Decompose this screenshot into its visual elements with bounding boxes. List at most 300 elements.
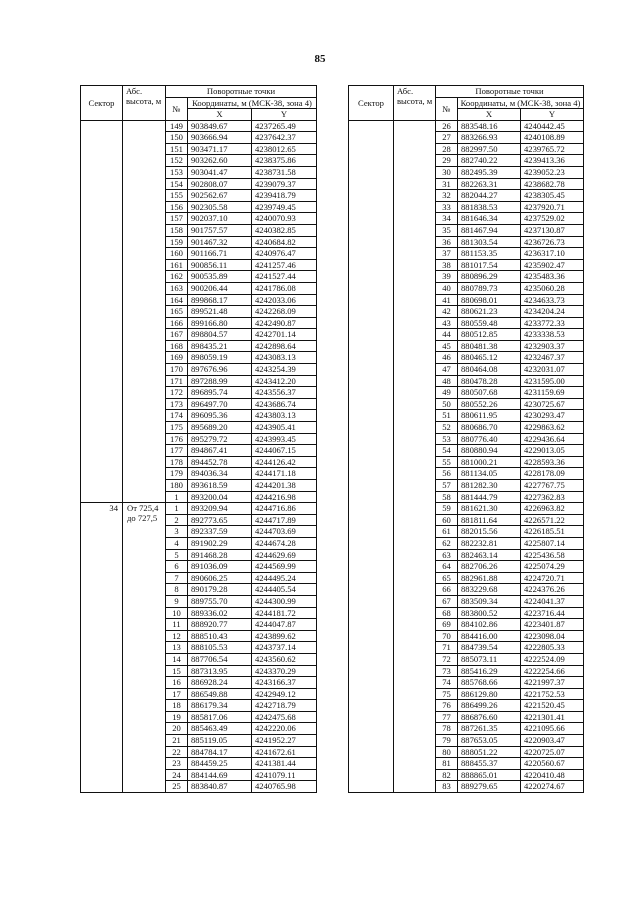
y-coordinate-cell: 4224376.26 xyxy=(521,584,584,596)
point-number-cell: 176 xyxy=(166,433,188,445)
point-number-cell: 28 xyxy=(436,143,458,155)
sector-cell xyxy=(349,120,394,792)
point-number-cell: 36 xyxy=(436,236,458,248)
point-number-cell: 23 xyxy=(166,758,188,770)
point-number-cell: 152 xyxy=(166,155,188,167)
x-coordinate-cell: 881017.54 xyxy=(458,259,521,271)
y-coordinate-cell: 4220274.67 xyxy=(521,781,584,793)
y-coordinate-cell: 4243993.45 xyxy=(252,433,317,445)
x-coordinate-cell: 902305.58 xyxy=(188,201,252,213)
x-coordinate-cell: 897288.99 xyxy=(188,375,252,387)
x-coordinate-cell: 903471.17 xyxy=(188,143,252,155)
y-coordinate-cell: 4240976.47 xyxy=(252,248,317,260)
x-coordinate-cell: 880621.23 xyxy=(458,306,521,318)
x-coordinate-cell: 891036.09 xyxy=(188,561,252,573)
y-coordinate-cell: 4244126.42 xyxy=(252,456,317,468)
point-number-cell: 40 xyxy=(436,282,458,294)
y-coordinate-cell: 4243905.41 xyxy=(252,422,317,434)
point-number-cell: 43 xyxy=(436,317,458,329)
point-number-cell: 164 xyxy=(166,294,188,306)
y-coordinate-cell: 4244629.69 xyxy=(252,549,317,561)
y-coordinate-cell: 4234204.24 xyxy=(521,306,584,318)
point-number-cell: 165 xyxy=(166,306,188,318)
y-coordinate-cell: 4244216.98 xyxy=(252,491,317,503)
y-coordinate-cell: 4231159.69 xyxy=(521,387,584,399)
x-coordinate-cell: 880464.08 xyxy=(458,364,521,376)
x-coordinate-cell: 902037.10 xyxy=(188,213,252,225)
y-coordinate-cell: 4222524.09 xyxy=(521,653,584,665)
point-number-cell: 32 xyxy=(436,190,458,202)
y-coordinate-cell: 4242718.79 xyxy=(252,700,317,712)
y-coordinate-cell: 4243686.74 xyxy=(252,398,317,410)
y-coordinate-cell: 4242490.87 xyxy=(252,317,317,329)
y-coordinate-cell: 4244703.69 xyxy=(252,526,317,538)
header-coordinates: Координаты, м (МСК-38, зона 4) xyxy=(188,98,317,109)
x-coordinate-cell: 881282.30 xyxy=(458,480,521,492)
y-coordinate-cell: 4239413.36 xyxy=(521,155,584,167)
x-coordinate-cell: 891902.29 xyxy=(188,537,252,549)
point-number-cell: 5 xyxy=(166,549,188,561)
point-number-cell: 82 xyxy=(436,769,458,781)
y-coordinate-cell: 4244405.54 xyxy=(252,584,317,596)
point-number-cell: 73 xyxy=(436,665,458,677)
x-coordinate-cell: 893209.94 xyxy=(188,503,252,515)
x-coordinate-cell: 900535.89 xyxy=(188,271,252,283)
point-number-cell: 38 xyxy=(436,259,458,271)
y-coordinate-cell: 4241952.27 xyxy=(252,735,317,747)
point-number-cell: 57 xyxy=(436,480,458,492)
x-coordinate-cell: 887706.54 xyxy=(188,653,252,665)
point-number-cell: 168 xyxy=(166,340,188,352)
x-coordinate-cell: 885073.11 xyxy=(458,653,521,665)
x-coordinate-cell: 880512.85 xyxy=(458,329,521,341)
point-number-cell: 160 xyxy=(166,248,188,260)
y-coordinate-cell: 4242220.06 xyxy=(252,723,317,735)
x-coordinate-cell: 881646.34 xyxy=(458,213,521,225)
y-coordinate-cell: 4235060.28 xyxy=(521,282,584,294)
x-coordinate-cell: 901757.57 xyxy=(188,224,252,236)
x-coordinate-cell: 883229.68 xyxy=(458,584,521,596)
y-coordinate-cell: 4238375.86 xyxy=(252,155,317,167)
header-number: № xyxy=(436,98,458,121)
x-coordinate-cell: 901166.71 xyxy=(188,248,252,260)
point-number-cell: 33 xyxy=(436,201,458,213)
point-number-cell: 166 xyxy=(166,317,188,329)
y-coordinate-cell: 4224041.37 xyxy=(521,595,584,607)
point-number-cell: 59 xyxy=(436,503,458,515)
x-coordinate-cell: 884144.69 xyxy=(188,769,252,781)
x-coordinate-cell: 882015.56 xyxy=(458,526,521,538)
x-coordinate-cell: 880481.38 xyxy=(458,340,521,352)
point-number-cell: 153 xyxy=(166,166,188,178)
x-coordinate-cell: 886179.34 xyxy=(188,700,252,712)
y-coordinate-cell: 4221301.41 xyxy=(521,711,584,723)
y-coordinate-cell: 4243370.29 xyxy=(252,665,317,677)
x-coordinate-cell: 880880.94 xyxy=(458,445,521,457)
x-coordinate-cell: 880507.68 xyxy=(458,387,521,399)
x-coordinate-cell: 892773.65 xyxy=(188,514,252,526)
y-coordinate-cell: 4236317.10 xyxy=(521,248,584,260)
y-coordinate-cell: 4239765.72 xyxy=(521,143,584,155)
x-coordinate-cell: 889279.65 xyxy=(458,781,521,793)
point-number-cell: 31 xyxy=(436,178,458,190)
point-number-cell: 1 xyxy=(166,491,188,503)
table-body-right xyxy=(349,120,584,792)
point-number-cell: 19 xyxy=(166,711,188,723)
y-coordinate-cell: 4225436.58 xyxy=(521,549,584,561)
x-coordinate-cell: 899166.80 xyxy=(188,317,252,329)
y-coordinate-cell: 4239749.45 xyxy=(252,201,317,213)
header-turning-points: Поворотные точки xyxy=(436,86,584,98)
point-number-cell: 83 xyxy=(436,781,458,793)
x-coordinate-cell: 887261.35 xyxy=(458,723,521,735)
y-coordinate-cell: 4223716.44 xyxy=(521,607,584,619)
y-coordinate-cell: 4240765.98 xyxy=(252,781,317,793)
y-coordinate-cell: 4237130.87 xyxy=(521,224,584,236)
x-coordinate-cell: 882961.88 xyxy=(458,572,521,584)
point-number-cell: 8 xyxy=(166,584,188,596)
y-coordinate-cell: 4236726.73 xyxy=(521,236,584,248)
point-number-cell: 177 xyxy=(166,445,188,457)
point-number-cell: 7 xyxy=(166,572,188,584)
x-coordinate-cell: 903666.94 xyxy=(188,132,252,144)
point-number-cell: 41 xyxy=(436,294,458,306)
point-number-cell: 3 xyxy=(166,526,188,538)
x-coordinate-cell: 880465.12 xyxy=(458,352,521,364)
point-number-cell: 72 xyxy=(436,653,458,665)
point-number-cell: 16 xyxy=(166,677,188,689)
x-coordinate-cell: 885119.05 xyxy=(188,735,252,747)
point-number-cell: 158 xyxy=(166,224,188,236)
x-coordinate-cell: 899868.17 xyxy=(188,294,252,306)
point-number-cell: 52 xyxy=(436,422,458,434)
y-coordinate-cell: 4232031.07 xyxy=(521,364,584,376)
point-number-cell: 63 xyxy=(436,549,458,561)
point-number-cell: 4 xyxy=(166,537,188,549)
point-number-cell: 24 xyxy=(166,769,188,781)
point-number-cell: 30 xyxy=(436,166,458,178)
x-coordinate-cell: 894867.41 xyxy=(188,445,252,457)
point-number-cell: 58 xyxy=(436,491,458,503)
header-number: № xyxy=(166,98,188,121)
point-number-cell: 179 xyxy=(166,468,188,480)
x-coordinate-cell: 882706.26 xyxy=(458,561,521,573)
point-number-cell: 9 xyxy=(166,595,188,607)
point-number-cell: 171 xyxy=(166,375,188,387)
point-number-cell: 175 xyxy=(166,422,188,434)
y-coordinate-cell: 4242475.68 xyxy=(252,711,317,723)
y-coordinate-cell: 4238012.65 xyxy=(252,143,317,155)
x-coordinate-cell: 880789.73 xyxy=(458,282,521,294)
x-coordinate-cell: 889336.02 xyxy=(188,607,252,619)
header-y: Y xyxy=(252,109,317,121)
y-coordinate-cell: 4232903.37 xyxy=(521,340,584,352)
point-number-cell: 37 xyxy=(436,248,458,260)
point-number-cell: 42 xyxy=(436,306,458,318)
x-coordinate-cell: 897676.96 xyxy=(188,364,252,376)
point-number-cell: 161 xyxy=(166,259,188,271)
abs-height-cell: От 725,4 до 727,5 xyxy=(123,503,166,793)
point-number-cell: 47 xyxy=(436,364,458,376)
y-coordinate-cell: 4244300.99 xyxy=(252,595,317,607)
y-coordinate-cell: 4243254.39 xyxy=(252,364,317,376)
point-number-cell: 13 xyxy=(166,642,188,654)
header-y: Y xyxy=(521,109,584,121)
x-coordinate-cell: 893200.04 xyxy=(188,491,252,503)
point-number-cell: 25 xyxy=(166,781,188,793)
x-coordinate-cell: 882232.81 xyxy=(458,537,521,549)
y-coordinate-cell: 4239418.79 xyxy=(252,190,317,202)
y-coordinate-cell: 4243556.37 xyxy=(252,387,317,399)
y-coordinate-cell: 4242268.09 xyxy=(252,306,317,318)
sector-cell xyxy=(81,120,123,503)
point-number-cell: 170 xyxy=(166,364,188,376)
point-number-cell: 39 xyxy=(436,271,458,283)
x-coordinate-cell: 881621.30 xyxy=(458,503,521,515)
x-coordinate-cell: 896095.36 xyxy=(188,410,252,422)
y-coordinate-cell: 4235483.36 xyxy=(521,271,584,283)
header-x: X xyxy=(188,109,252,121)
y-coordinate-cell: 4238305.45 xyxy=(521,190,584,202)
x-coordinate-cell: 881000.21 xyxy=(458,456,521,468)
y-coordinate-cell: 4239052.23 xyxy=(521,166,584,178)
x-coordinate-cell: 887653.05 xyxy=(458,735,521,747)
point-number-cell: 50 xyxy=(436,398,458,410)
point-number-cell: 169 xyxy=(166,352,188,364)
y-coordinate-cell: 4235902.47 xyxy=(521,259,584,271)
x-coordinate-cell: 895279.72 xyxy=(188,433,252,445)
point-number-cell: 62 xyxy=(436,537,458,549)
y-coordinate-cell: 4243737.14 xyxy=(252,642,317,654)
x-coordinate-cell: 886129.80 xyxy=(458,688,521,700)
y-coordinate-cell: 4243083.13 xyxy=(252,352,317,364)
y-coordinate-cell: 4229013.05 xyxy=(521,445,584,457)
y-coordinate-cell: 4229436.64 xyxy=(521,433,584,445)
y-coordinate-cell: 4241786.08 xyxy=(252,282,317,294)
x-coordinate-cell: 884102.86 xyxy=(458,619,521,631)
x-coordinate-cell: 882740.22 xyxy=(458,155,521,167)
x-coordinate-cell: 885463.49 xyxy=(188,723,252,735)
y-coordinate-cell: 4220410.48 xyxy=(521,769,584,781)
x-coordinate-cell: 896497.70 xyxy=(188,398,252,410)
point-number-cell: 76 xyxy=(436,700,458,712)
point-number-cell: 173 xyxy=(166,398,188,410)
x-coordinate-cell: 880611.95 xyxy=(458,410,521,422)
point-number-cell: 80 xyxy=(436,746,458,758)
x-coordinate-cell: 888920.77 xyxy=(188,619,252,631)
point-number-cell: 11 xyxy=(166,619,188,631)
table-row xyxy=(349,120,584,132)
point-number-cell: 46 xyxy=(436,352,458,364)
x-coordinate-cell: 898059.19 xyxy=(188,352,252,364)
point-number-cell: 12 xyxy=(166,630,188,642)
x-coordinate-cell: 903849.67 xyxy=(188,120,252,132)
y-coordinate-cell: 4244569.99 xyxy=(252,561,317,573)
y-coordinate-cell: 4223098.04 xyxy=(521,630,584,642)
y-coordinate-cell: 4228593.36 xyxy=(521,456,584,468)
x-coordinate-cell: 894452.78 xyxy=(188,456,252,468)
x-coordinate-cell: 885416.29 xyxy=(458,665,521,677)
point-number-cell: 78 xyxy=(436,723,458,735)
x-coordinate-cell: 880552.26 xyxy=(458,398,521,410)
y-coordinate-cell: 4244171.18 xyxy=(252,468,317,480)
header-x: X xyxy=(458,109,521,121)
y-coordinate-cell: 4234633.73 xyxy=(521,294,584,306)
point-number-cell: 48 xyxy=(436,375,458,387)
point-number-cell: 174 xyxy=(166,410,188,422)
point-number-cell: 1 xyxy=(166,503,188,515)
x-coordinate-cell: 888051.22 xyxy=(458,746,521,758)
x-coordinate-cell: 880776.40 xyxy=(458,433,521,445)
x-coordinate-cell: 881838.53 xyxy=(458,201,521,213)
table-row xyxy=(81,120,317,132)
y-coordinate-cell: 4243560.62 xyxy=(252,653,317,665)
x-coordinate-cell: 896895.74 xyxy=(188,387,252,399)
point-number-cell: 44 xyxy=(436,329,458,341)
y-coordinate-cell: 4221997.37 xyxy=(521,677,584,689)
y-coordinate-cell: 4226963.82 xyxy=(521,503,584,515)
x-coordinate-cell: 881467.94 xyxy=(458,224,521,236)
y-coordinate-cell: 4220903.47 xyxy=(521,735,584,747)
point-number-cell: 167 xyxy=(166,329,188,341)
coordinates-table-left xyxy=(80,85,317,793)
y-coordinate-cell: 4221752.53 xyxy=(521,688,584,700)
point-number-cell: 68 xyxy=(436,607,458,619)
x-coordinate-cell: 882044.27 xyxy=(458,190,521,202)
y-coordinate-cell: 4244067.15 xyxy=(252,445,317,457)
x-coordinate-cell: 894036.34 xyxy=(188,468,252,480)
y-coordinate-cell: 4237920.71 xyxy=(521,201,584,213)
point-number-cell: 6 xyxy=(166,561,188,573)
y-coordinate-cell: 4240108.89 xyxy=(521,132,584,144)
y-coordinate-cell: 4244716.86 xyxy=(252,503,317,515)
point-number-cell: 49 xyxy=(436,387,458,399)
header-sector: Сектор xyxy=(81,86,123,121)
y-coordinate-cell: 4244201.38 xyxy=(252,480,317,492)
point-number-cell: 29 xyxy=(436,155,458,167)
y-coordinate-cell: 4243166.37 xyxy=(252,677,317,689)
y-coordinate-cell: 4223401.87 xyxy=(521,619,584,631)
y-coordinate-cell: 4226571.22 xyxy=(521,514,584,526)
x-coordinate-cell: 883509.34 xyxy=(458,595,521,607)
point-number-cell: 180 xyxy=(166,480,188,492)
x-coordinate-cell: 888455.37 xyxy=(458,758,521,770)
x-coordinate-cell: 881134.05 xyxy=(458,468,521,480)
point-number-cell: 26 xyxy=(436,120,458,132)
x-coordinate-cell: 893618.59 xyxy=(188,480,252,492)
abs-height-cell xyxy=(123,120,166,503)
abs-height-cell xyxy=(394,120,436,792)
y-coordinate-cell: 4241079.11 xyxy=(252,769,317,781)
point-number-cell: 61 xyxy=(436,526,458,538)
point-number-cell: 17 xyxy=(166,688,188,700)
x-coordinate-cell: 884739.54 xyxy=(458,642,521,654)
y-coordinate-cell: 4240442.45 xyxy=(521,120,584,132)
y-coordinate-cell: 4227767.75 xyxy=(521,480,584,492)
x-coordinate-cell: 880698.01 xyxy=(458,294,521,306)
y-coordinate-cell: 4225074.29 xyxy=(521,561,584,573)
y-coordinate-cell: 4244047.87 xyxy=(252,619,317,631)
y-coordinate-cell: 4237265.49 xyxy=(252,120,317,132)
x-coordinate-cell: 883800.52 xyxy=(458,607,521,619)
point-number-cell: 77 xyxy=(436,711,458,723)
x-coordinate-cell: 881303.54 xyxy=(458,236,521,248)
y-coordinate-cell: 4230293.47 xyxy=(521,410,584,422)
point-number-cell: 45 xyxy=(436,340,458,352)
point-number-cell: 79 xyxy=(436,735,458,747)
x-coordinate-cell: 882463.14 xyxy=(458,549,521,561)
point-number-cell: 155 xyxy=(166,190,188,202)
point-number-cell: 178 xyxy=(166,456,188,468)
point-number-cell: 10 xyxy=(166,607,188,619)
y-coordinate-cell: 4222805.33 xyxy=(521,642,584,654)
point-number-cell: 65 xyxy=(436,572,458,584)
point-number-cell: 149 xyxy=(166,120,188,132)
y-coordinate-cell: 4238682.78 xyxy=(521,178,584,190)
x-coordinate-cell: 899521.48 xyxy=(188,306,252,318)
point-number-cell: 64 xyxy=(436,561,458,573)
point-number-cell: 172 xyxy=(166,387,188,399)
y-coordinate-cell: 4232467.37 xyxy=(521,352,584,364)
y-coordinate-cell: 4243899.62 xyxy=(252,630,317,642)
x-coordinate-cell: 888105.53 xyxy=(188,642,252,654)
point-number-cell: 15 xyxy=(166,665,188,677)
point-number-cell: 151 xyxy=(166,143,188,155)
x-coordinate-cell: 900206.44 xyxy=(188,282,252,294)
point-number-cell: 156 xyxy=(166,201,188,213)
point-number-cell: 20 xyxy=(166,723,188,735)
point-number-cell: 75 xyxy=(436,688,458,700)
y-coordinate-cell: 4244717.89 xyxy=(252,514,317,526)
x-coordinate-cell: 888865.01 xyxy=(458,769,521,781)
x-coordinate-cell: 880478.28 xyxy=(458,375,521,387)
y-coordinate-cell: 4238731.58 xyxy=(252,166,317,178)
y-coordinate-cell: 4241381.44 xyxy=(252,758,317,770)
point-number-cell: 56 xyxy=(436,468,458,480)
x-coordinate-cell: 902562.67 xyxy=(188,190,252,202)
x-coordinate-cell: 890606.25 xyxy=(188,572,252,584)
y-coordinate-cell: 4240070.93 xyxy=(252,213,317,225)
x-coordinate-cell: 885768.66 xyxy=(458,677,521,689)
x-coordinate-cell: 886876.60 xyxy=(458,711,521,723)
x-coordinate-cell: 880559.48 xyxy=(458,317,521,329)
x-coordinate-cell: 886499.26 xyxy=(458,700,521,712)
header-abs-height: Абс. высота, м xyxy=(123,86,166,121)
point-number-cell: 27 xyxy=(436,132,458,144)
x-coordinate-cell: 886928.24 xyxy=(188,677,252,689)
x-coordinate-cell: 880686.70 xyxy=(458,422,521,434)
x-coordinate-cell: 888510.43 xyxy=(188,630,252,642)
x-coordinate-cell: 883548.16 xyxy=(458,120,521,132)
coordinates-table-right xyxy=(348,85,584,793)
y-coordinate-cell: 4229863.62 xyxy=(521,422,584,434)
point-number-cell: 74 xyxy=(436,677,458,689)
y-coordinate-cell: 4242898.64 xyxy=(252,340,317,352)
header-abs-height: Абс. высота, м xyxy=(394,86,436,121)
y-coordinate-cell: 4243803.13 xyxy=(252,410,317,422)
x-coordinate-cell: 882495.39 xyxy=(458,166,521,178)
header-sector: Сектор xyxy=(349,86,394,121)
x-coordinate-cell: 884784.17 xyxy=(188,746,252,758)
x-coordinate-cell: 903262.60 xyxy=(188,155,252,167)
point-number-cell: 55 xyxy=(436,456,458,468)
x-coordinate-cell: 903041.47 xyxy=(188,166,252,178)
x-coordinate-cell: 883266.93 xyxy=(458,132,521,144)
point-number-cell: 154 xyxy=(166,178,188,190)
x-coordinate-cell: 901467.32 xyxy=(188,236,252,248)
point-number-cell: 60 xyxy=(436,514,458,526)
x-coordinate-cell: 900856.11 xyxy=(188,259,252,271)
